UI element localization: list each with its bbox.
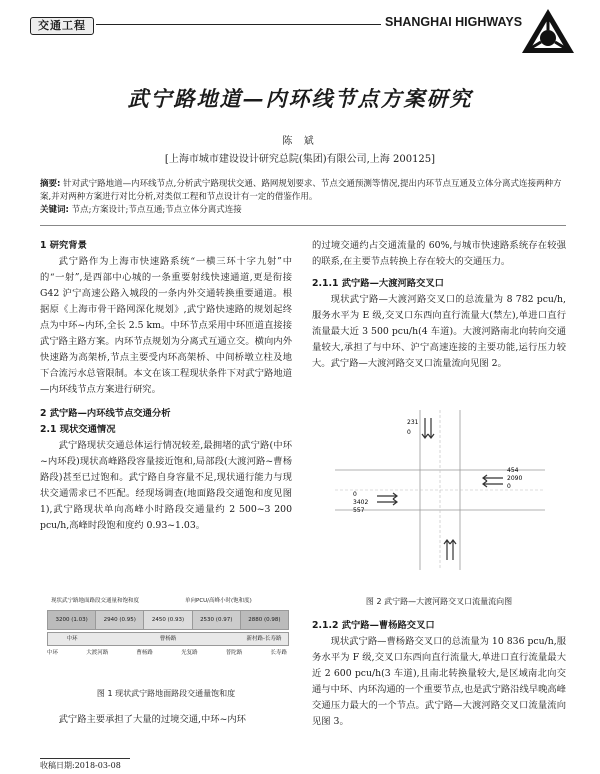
figure-2-west-label: 0: [353, 491, 357, 498]
section-1-paragraph: 武宁路作为上海市快速路系统“一横三环十字九射”中的“一射”,是西部中心城的一条重要射线快速通道,更是衔接 G42 沪宁高速公路入城段的一条内外交通转换重要通道。根据原《上海市骨干路网深化规划》,武宁路快速路的规划起终点为中环~内环,全长 2.5 km。中环节点采用中环匝道直接接武宁路主路方案。内环节点规划为分离式互通立交。横向内外快速路为高架桥,节点主要受内环高架桥、中间桥墩立柱及地下合流污水总管限制。本文在该工程现状条件下对武宁路地道—内环线节点方案进行研究。: [40, 256, 292, 395]
keywords: [40, 204, 566, 217]
left-trailing-paragraph: 武宁路主要承担了大量的过境交通,中环~内环: [58, 714, 246, 725]
figure-1-axis-label: 大渡河路: [86, 650, 109, 656]
figure-1-road-label: 曹杨路: [159, 636, 177, 642]
figure-1-caption: 图 1 现状武宁路地面路段交通量饱和度: [96, 689, 236, 698]
figure-1-road-label: [96, 633, 144, 645]
figure-1-cell: 2530 (0.97): [193, 611, 241, 629]
author: 陈 斌: [282, 136, 318, 147]
figure-2-diagram: [335, 410, 545, 570]
figure-2-east-label: 454: [507, 467, 519, 474]
abstract-text: 针对武宁路地道—内环线节点,分析武宁路现状交通、路网规划要求、节点交通预测等情况,提出内环节点互通及立体分离式连接两种方案,并对两种方案进行对比分析,对类似工程和节点设计有一定的借鉴作用。: [40, 179, 562, 202]
figure-1-cell: 3200 (1.03): [48, 611, 96, 629]
left-column-tail: [40, 712, 292, 728]
figure-1-legend: 单向PCU/高峰小时(饱和度): [185, 598, 252, 604]
footer-rule: [40, 758, 130, 759]
figure-2-east-label: 2090: [507, 475, 523, 482]
section-2-1-1-paragraph: 现状武宁路—大渡河路交叉口的总流量为 8 782 pcu/h,服务水平为 E 级,交叉口东西向直行流量大(禁左),单进口直行流量最大近 3 500 pcu/h(4 车道)。大渡河路南北向转向交通量较大,承担了与中环、沪宁高速连接的主要功能,运行压力较大。武宁路—大渡河路交叉口流量流向见图 2。: [312, 294, 566, 369]
section-tag: 交通工程: [30, 17, 94, 35]
figure-1-road-label: [192, 633, 240, 645]
figure-2-caption: 图 2 武宁路—大渡河路交叉口流量流向图: [365, 597, 513, 606]
figure-1-axis-label: 光复路: [181, 650, 198, 656]
section-2-1-heading: 2.1 现状交通情况: [40, 424, 116, 435]
header-rule: [96, 24, 381, 25]
figure-1-cell: 2450 (0.93): [144, 611, 192, 629]
figure-2-east-label: 0: [507, 483, 511, 490]
received-date: 收稿日期:2018-03-08: [40, 761, 121, 770]
figure-2-west-label: 557: [353, 507, 365, 514]
section-2-1-paragraph: 武宁路现状交通总体运行情况较差,最拥堵的武宁路(中环~内环段)现状高峰路段容量接近饱和,局部段(大渡河路~曹杨路段)甚至已过饱和。武宁路自身容量不足,现状通行能力与现状交通需求已不匹配。经现场调查(地面路段交通饱和度见图 1),武宁路现状单向高峰小时路段交通量约 2 500~3 200 pcu/h,高峰时段饱和度约 0.93~1.03。: [40, 440, 292, 531]
figure-1-cell: 2880 (0.98): [241, 611, 288, 629]
journal-logo-icon: [520, 6, 576, 56]
figure-1: [45, 596, 290, 686]
section-2-1-2-paragraph: 现状武宁路—曹杨路交叉口的总流量为 10 836 pcu/h,服务水平为 F 级,交叉口东西向直行流量大,单进口直行流量最大近 2 600 pcu/h(3 车道),且南北转换量较大,是区域南北向交通与中环、内环沟通的一个重要节点,也是武宁路沿线早晚高峰交通压力最大的一个节点。武宁路—大渡河路交叉口流量流向见图 3。: [312, 636, 566, 727]
keywords-label: 关键词:: [40, 205, 69, 215]
abstract-block: [40, 178, 566, 217]
journal-brand: SHANGHAI HIGHWAYS: [385, 15, 523, 29]
keywords-text: 节点;方案设计;节点互通;节点立体分离式连接: [71, 205, 242, 215]
abstract-label: 摘要:: [40, 179, 61, 189]
figure-2-west-label: 3402: [353, 499, 369, 506]
section-2-1-2-heading: 2.1.2 武宁路—曹杨路交叉口: [312, 620, 435, 631]
figure-1-road-label: 新村路-长寿路: [246, 636, 282, 642]
figure-1-axis-label: 普陀路: [225, 650, 243, 656]
right-top-paragraph: 的过境交通约占交通流量的 60%,与城市快速路系统存在较强的联系,在主要节点转换上存在较大的交通压力。: [312, 240, 566, 267]
figure-1-axis-label: 长寿路: [270, 650, 287, 656]
abstract-separator: [40, 225, 566, 226]
section-1-heading: 1 研究背景: [40, 240, 87, 251]
figure-1-axis-label: 中环: [47, 650, 59, 656]
section-2-heading: 2 武宁路—内环线节点交通分析: [40, 408, 171, 419]
figure-1-capacity-row: [47, 610, 289, 630]
section-2-1-1-heading: 2.1.1 武宁路—大渡河路交叉口: [312, 278, 444, 289]
figure-1-axis: [47, 648, 287, 658]
right-column-top: [312, 238, 566, 372]
affiliation: [上海市城市建设设计研究总院(集团)有限公司,上海 200125]: [164, 154, 436, 165]
right-column-bottom: [312, 618, 566, 730]
paper-title: 武宁路地道—内环线节点方案研究: [127, 86, 473, 111]
left-column: [40, 238, 292, 534]
figure-1-axis-label: 曹杨路: [136, 650, 153, 656]
figure-1-road-label: 中环: [66, 636, 78, 642]
figure-2-north-label: 231: [407, 419, 419, 426]
figure-1-road-row: [47, 632, 289, 646]
figure-2-north-label: 0: [407, 429, 411, 436]
figure-1-cell: 2940 (0.95): [96, 611, 144, 629]
abstract: [40, 178, 566, 204]
figure-1-title: 现状武宁路地面路段交通量和饱和度: [51, 598, 140, 604]
